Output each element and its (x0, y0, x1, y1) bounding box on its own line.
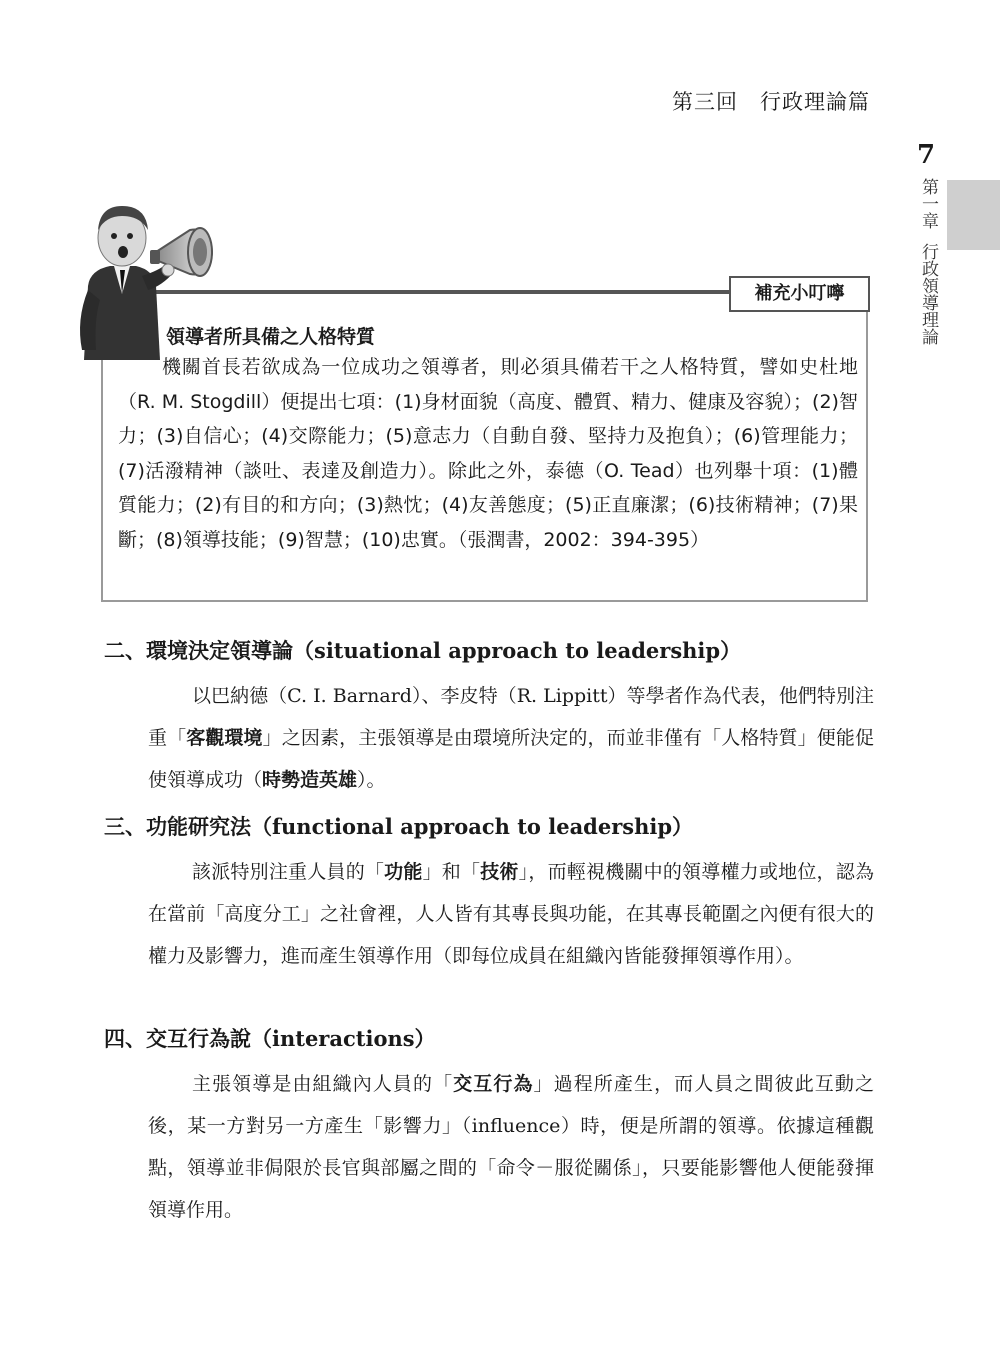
running-header (670, 86, 870, 116)
tip-box-tag: 補充小叮嚀 (729, 276, 870, 312)
text-run: 以巴納德（C. I. Barnard）、李皮特（R. Lippitt）等學者作為代表，他們特別注重「 (148, 685, 874, 749)
section-situational-approach (104, 637, 874, 801)
chapter-label (914, 178, 938, 345)
section-paragraph (104, 1063, 874, 1231)
section-interactions (104, 1025, 874, 1231)
text-run: 」和「 (422, 861, 481, 883)
text-run: 」，而輕視機關中的領導權力或地位，認為在當前「高度分工」之社會裡，人人皆有其專長與功能，在其專長範圍之內便有很大的權力及影響力，進而產生領導作用（即每位成員在組織內皆能發揮領導作用）。 (148, 861, 874, 967)
heading-en: functional approach to leadership (272, 814, 673, 839)
text-run: 」過程所產生，而人員之間彼此互動之後，某一方對另一方產生「影響力」（influence）時，便是所謂的領導。依據這種觀點，領導並非侷限於長官與部屬之間的「命令－服從關係」，只要能影響他人便能發揮領導作用。 (148, 1073, 874, 1221)
bold-term: 時勢造英雄 (262, 769, 358, 791)
bold-term: 功能 (384, 861, 423, 883)
text-run: 該派特別注重人員的「 (192, 861, 385, 883)
chapter-thumb-tab (947, 180, 1000, 250)
tip-box-title: 領導者所具備之人格特質 (166, 326, 376, 348)
page-number: 7 (916, 140, 936, 170)
section-heading (104, 1025, 874, 1053)
section-heading (104, 637, 874, 665)
heading-en: interactions (272, 1026, 415, 1051)
heading-zh: 三、功能研究法（ (104, 815, 272, 839)
heading-end: ） (672, 815, 694, 839)
heading-en: situational approach to leadership (314, 638, 721, 663)
heading-end: ） (414, 1027, 436, 1051)
heading-end: ） (720, 639, 742, 663)
section-paragraph (104, 851, 874, 977)
bold-term: 技術 (480, 861, 519, 883)
bold-term: 交互行為 (453, 1073, 534, 1095)
megaphone-man-illustration (70, 190, 230, 370)
chapter-title: 行政領導理論 (918, 243, 938, 345)
section-paragraph (104, 675, 874, 801)
section-functional-approach (104, 813, 874, 977)
bold-term: 客觀環境 (186, 727, 263, 749)
section-heading (104, 813, 874, 841)
text-run: ）。 (357, 769, 386, 791)
heading-zh: 二、環境決定領導論（ (104, 639, 314, 663)
tip-box-paragraph: 機關首長若欲成為一位成功之領導者，則必須具備若干之人格特質，譬如史杜地（R. M. Stogdill）便提出七項：(1)身材面貌（高度、體質、精力、健康及容貌）；(2)智力；(3)自信心；(4)交際能力；(5)意志力（自動自發、堅持力及抱負）；(6)管理能力；(7)活潑精神（談吐、表達及創造力）。除此之外，泰德（O. Tead）也列舉十項：(1)體質能力；(2)有目的和方向；(3)熱忱；(4)友善態度；(5)正直廉潔；(6)技術精神；(7)果斷；(8)領導技能；(9)智慧；(10)忠實。（張潤書，2002：394-395） (118, 356, 858, 551)
text-run: 主張領導是由組織內人員的「 (192, 1073, 454, 1095)
text-run: 」之因素，主張領導是由環境所決定的，而並非僅有「人格特質」便能促使領導成功（ (148, 727, 874, 791)
heading-zh: 四、交互行為說（ (104, 1027, 272, 1051)
header-part: 第三回 (672, 90, 738, 114)
tip-box-body (118, 350, 858, 557)
chapter-number: 第一章 (918, 178, 938, 229)
header-title: 行政理論篇 (760, 90, 870, 114)
